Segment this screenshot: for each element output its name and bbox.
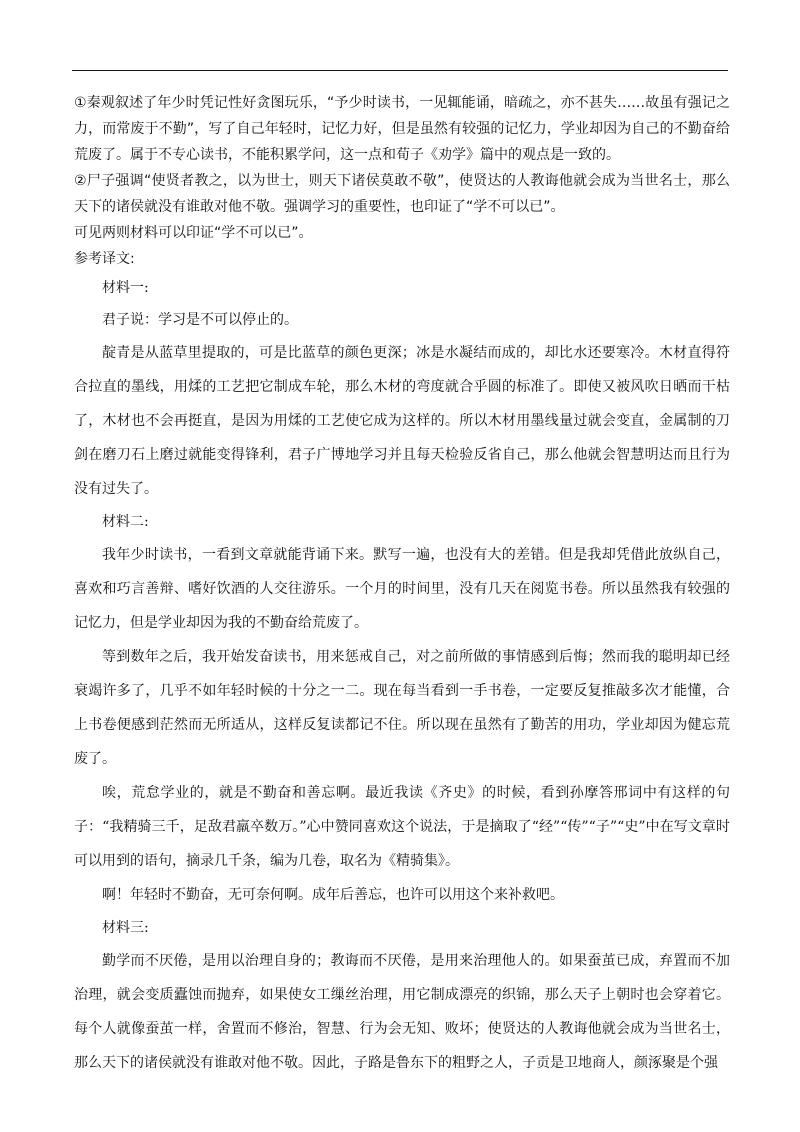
summary-point-2: ②尸子强调“使贤者教之，以为世士，则天下诸侯莫敢不敬”，使贤达的人教诲他就会成为当世名士，那么天下的诸侯就没有谁敢对他不敬。强调学习的重要性，也印证了“学不可以已”。 [74, 173, 730, 215]
material1-paragraph: 靛青是从蓝草里提取的，可是比蓝草的颜色更深；冰是水凝结而成的，却比水还要寒冷。木材直得符合拉直的墨线，用煣的工艺把它制成车轮，那么木材的弯度就合乎圆的标准了。即使又被风吹日晒而干枯了，木材也不会再挺直，是因为用煣的工艺使它成为这样的。所以木材用墨线量过就会变直，金属制的刀剑在磨刀石上磨过就能变得锋利，君子广博地学习并且每天检验反省自己，那么他就会智慧明达而且行为没有过失了。 [74, 345, 730, 497]
material2-paragraph: 等到数年之后，我开始发奋读书，用来惩戒自己，对之前所做的事情感到后悔；然而我的聪明却已经衰竭许多了，几乎不如年轻时候的十分之一二。现在每当看到一手书卷，一定要反复推敲多次才能懂，合上书卷便感到茫然而无所适从，这样反复读都记不住。所以现在虽然有了勤苦的用功，学业却因为健忘荒废了。 [74, 649, 730, 767]
summary-conclusion: 可见两则材料可以印证“学不可以已”。 [74, 225, 313, 241]
material1-heading: 材料一: [102, 280, 149, 296]
material3-paragraph: 勤学而不厌倦，是用以治理自身的；教诲而不厌倦，是用来治理他人的。如果蚕茧已成，弃置而不加治理，就会变质蠹蚀而抛弃，如果使女工缫丝治理，用它制成漂亮的织锦，那么天子上朝时也会穿着它。每个人就像蚕茧一样，舍置而不修治，智慧、行为会无知、败坏；使贤达的人教诲他就会成为当世名士，那么天下的诸侯就没有谁敢对他不敬。因此，子路是鲁东下的粗野之人，子贡是卫地商人，颜涿聚是个强 [74, 953, 730, 1071]
material3-heading: 材料三: [102, 920, 149, 936]
material2-heading: 材料二: [102, 514, 149, 530]
material2-paragraph: 唉，荒怠学业的，就是不勤奋和善忘啊。最近我读《齐史》的时候，看到孙摩答邢词中有这样的句子：“我精骑三千，足敌君羸卒数万。”心中赞同喜欢这个说法，于是摘取了“经”“传”“子”“史”中在写文章时可以用到的语句，摘录几千条，编为几卷，取名为《精骑集》。 [74, 785, 730, 869]
translation-label: 参考译文: [74, 251, 135, 267]
header-rule [72, 70, 728, 71]
material2-paragraph: 啊！年轻时不勤奋，无可奈何啊。成年后善忘，也许可以用这个来补救吧。 [102, 887, 564, 903]
material1-paragraph: 君子说：学习是不可以停止的。 [102, 312, 298, 328]
summary-point-1: ①秦观叙述了年少时凭记性好贪图玩乐，“予少时读书，一见辄能诵，暗疏之，亦不甚失……故虽有强记之力，而常废于不勤”，写了自己年轻时，记忆力好，但是虽然有较强的记忆力，学业却因为自己的不勤奋给荒废了。属于不专心读书，不能积累学问，这一点和荀子《劝学》篇中的观点是一致的。 [74, 95, 730, 163]
document-body [74, 90, 730, 1080]
material2-paragraph: 我年少时读书，一看到文章就能背诵下来。默写一遍，也没有大的差错。但是我却凭借此放纵自己，喜欢和巧言善辩、嗜好饮酒的人交往游乐。一个月的时间里，没有几天在阅览书卷。所以虽然我有较强的记忆力，但是学业却因为我的不勤奋给荒废了。 [74, 547, 730, 631]
translation-section [74, 272, 730, 1080]
